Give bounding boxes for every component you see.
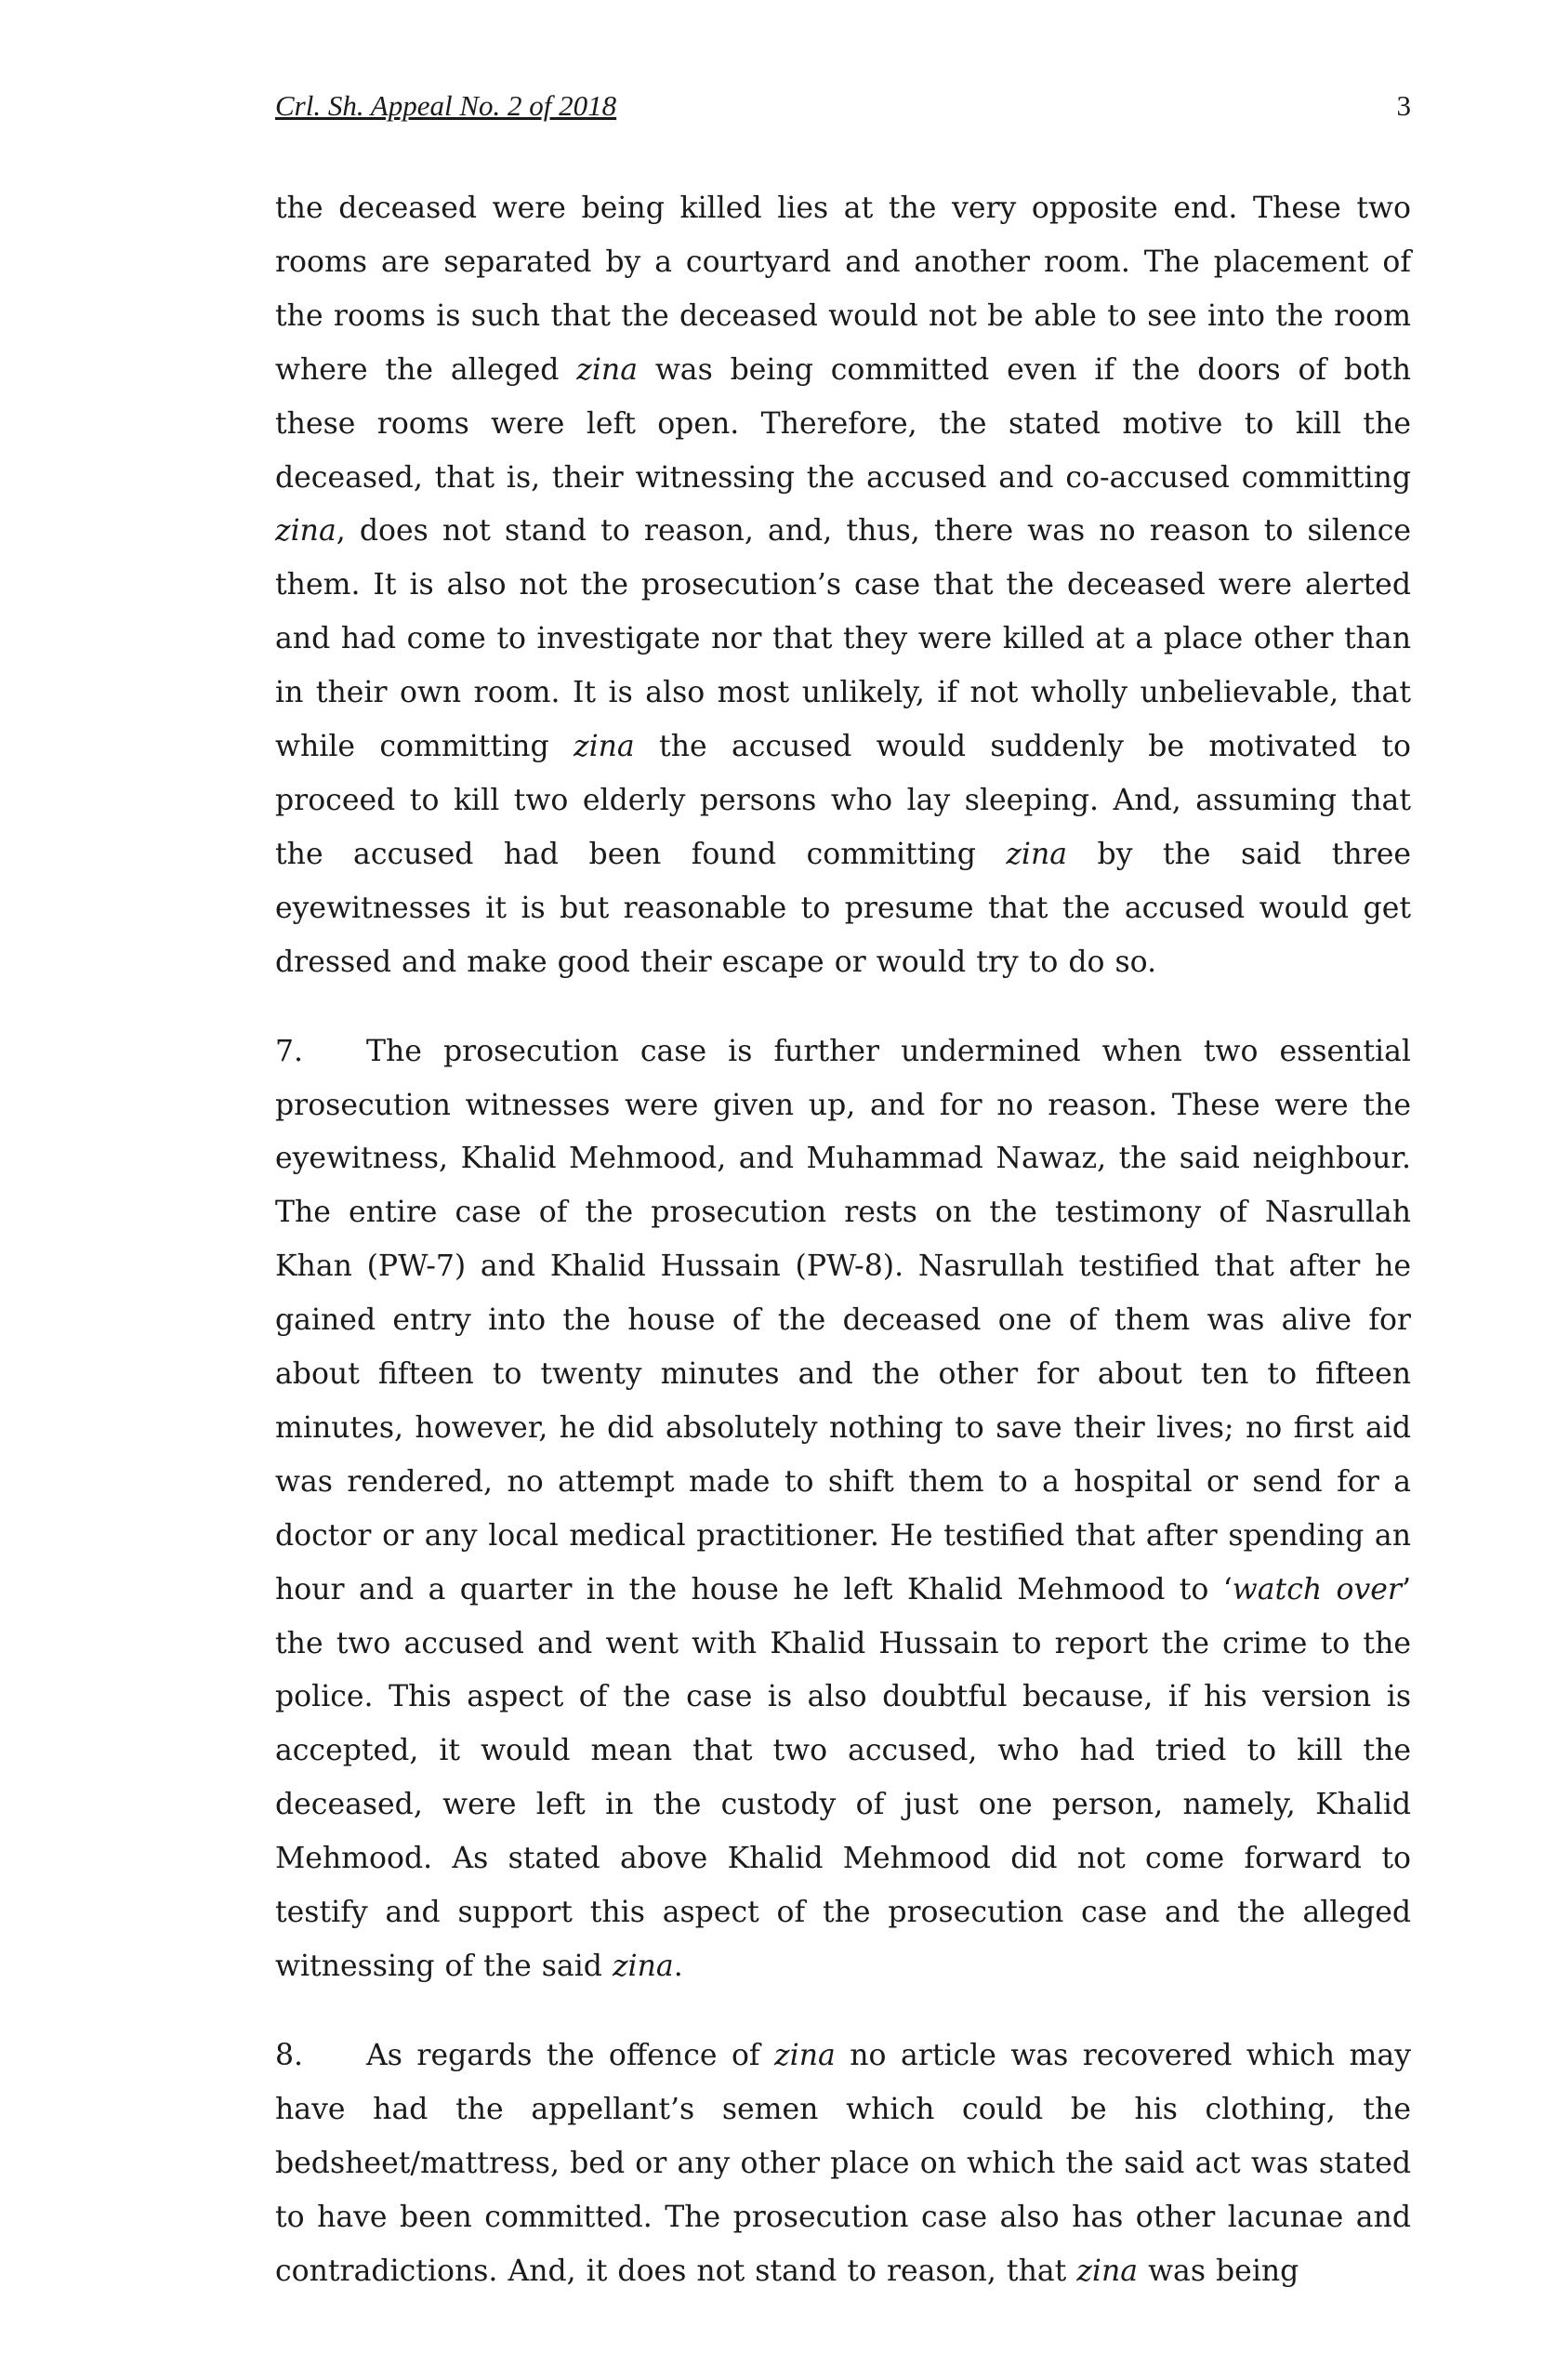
italic-term: zina	[612, 1950, 674, 1983]
text-run: the deceased were being killed lies at the very opposite end. These two rooms are separated by a courtyard and another room. The placement of the rooms is such that the deceased would not be able to see into the room where the alleged	[275, 192, 1411, 387]
italic-term: zina	[576, 352, 638, 387]
italic-term: zina	[1006, 837, 1068, 871]
italic-term: zina	[774, 2038, 836, 2072]
text-run: As regards the offence of	[366, 2038, 775, 2072]
paragraph-8	[275, 2030, 1411, 2299]
text-run: .	[673, 1950, 683, 1983]
page-header	[275, 89, 1411, 130]
page-number: 3	[1396, 89, 1411, 122]
paragraph-7	[275, 1025, 1411, 1994]
text-run: , does not stand to reason, and, thus, there was no reason to silence them. It is also not the prosecution’s case that the deceased were alerted and had come to investigate nor that they were killed at a place other than in their own room. It is also most unlikely, if not wholly unbelievable, that while committing	[275, 514, 1411, 764]
case-reference: Crl. Sh. Appeal No. 2 of 2018	[275, 89, 617, 122]
text-run: the accused would suddenly be motivated to proceed to kill two elderly persons who lay sleeping. And, assuming that the accused had been found committing	[275, 730, 1411, 871]
paragraph-number: 7.	[275, 1034, 304, 1068]
paragraph-number: 8.	[275, 2038, 304, 2072]
text-run: by the said three eyewitnesses it is but reasonable to presume that the accused would get dressed and make good their escape or would try to do so.	[275, 837, 1411, 979]
italic-term: zina	[275, 514, 336, 549]
paragraph-continued	[275, 182, 1411, 990]
text-run: no article was recovered which may have had the appellant’s semen which could be his clothing, the bedsheet/mattress, bed or any other place on which the said act was stated to have been committed. The prosecution case also has other lacunae and contradictions. And, it does not stand to reason, that	[275, 2038, 1411, 2288]
italic-term: zina	[1076, 2254, 1139, 2288]
italic-term: zina	[573, 730, 635, 764]
text-run: The prosecution case is further undermined when two essential prosecution witnesses were given up, and for no reason. These were the eyewitness, Khalid Mehmood, and Muhammad Nawaz, the said neighbour. The entire case of the prosecution rests on the testimony of Nasrullah Khan (PW-7) and Khalid Hussain (PW-8). Nasrullah testified that after he gained entry into the house of the deceased one of them was alive for about fifteen to twenty minutes and the other for about ten to fifteen minutes, however, he did absolutely nothing to save their lives; no first aid was rendered, no attempt made to shift them to a hospital or send for a doctor or any local medical practitioner. He testified that after spending an hour and a quarter in the house he left Khalid Mehmood to ‘	[275, 1034, 1411, 1606]
text-run: was being	[1138, 2254, 1299, 2288]
text-run: was being committed even if the doors of both these rooms were left open. Therefore, the stated motive to kill the deceased, that is, their witnessing the accused and co-accused committing	[275, 352, 1411, 495]
text-run: ’ the two accused and went with Khalid Hussain to report the crime to the police. This aspect of the case is also doubtful because, if his version is accepted, it would mean that two accused, who had tried to kill the deceased, were left in the custody of just one person, namely, Khalid Mehmood. As stated above Khalid Mehmood did not come forward to testify and support this aspect of the prosecution case and the alleged witnessing of the said	[275, 1572, 1411, 1983]
italic-term: watch over	[1232, 1572, 1402, 1606]
document-body	[275, 182, 1411, 2298]
